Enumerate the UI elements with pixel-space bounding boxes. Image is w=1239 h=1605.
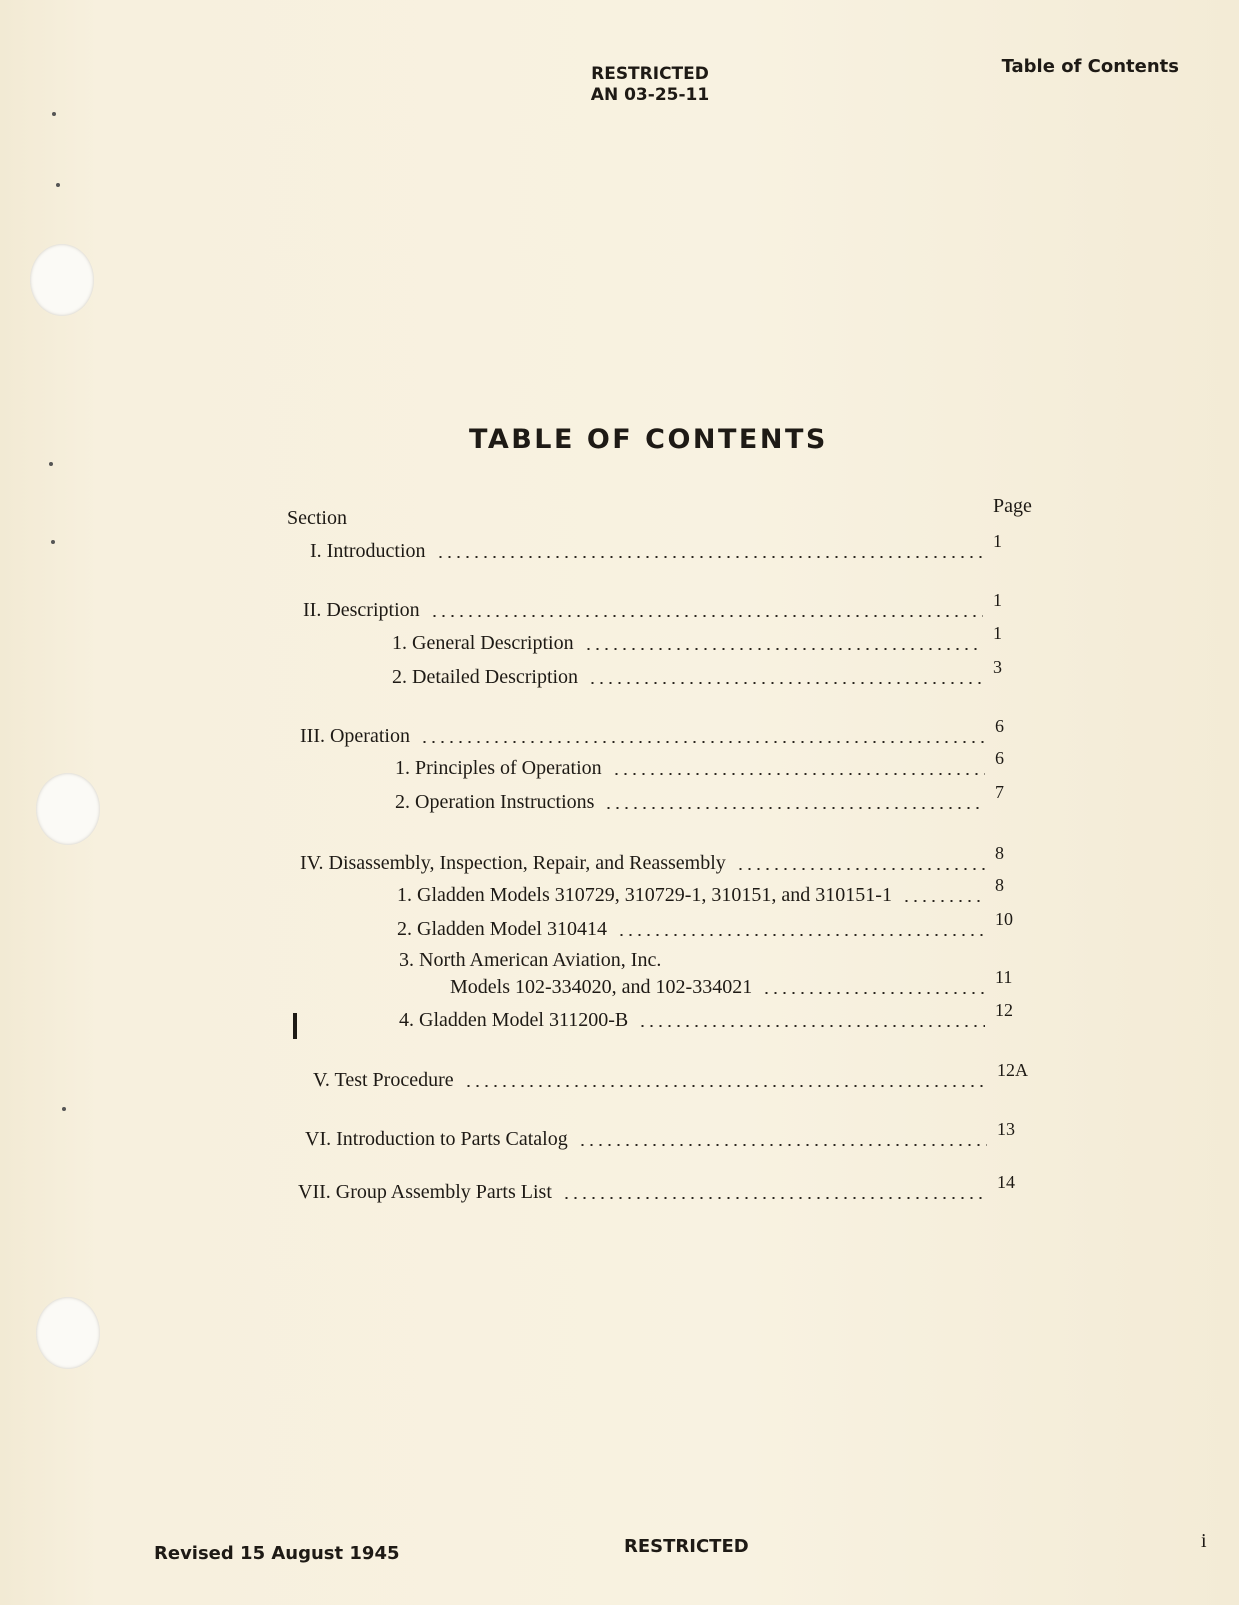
toc-subentry [392,623,1025,655]
footer-revised-date: Revised 15 August 1945 [154,1543,400,1564]
header-doc-number: AN 03-25-11 [590,85,710,105]
toc-entry-label: II. Description [303,599,420,621]
toc-entry-label: V. Test Procedure [313,1069,454,1091]
toc-entry-label: 2. Detailed Description [392,666,579,688]
toc-entry [298,1172,1029,1204]
toc-entry-page: 10 [995,909,1013,929]
dot-leader [436,556,983,558]
toc-entry-page: 7 [995,782,1004,802]
toc-subentry [397,875,1027,907]
toc-entry-page: 8 [995,875,1004,895]
toc-entry-page: 1 [993,623,1002,643]
footer-classification: RESTRICTED [624,1536,749,1557]
toc-entry [313,1060,1029,1092]
toc-entry-label: VII. Group Assembly Parts List [298,1181,552,1203]
paper-speck [51,540,55,544]
dot-leader [464,1085,987,1087]
page-column-header: Page [993,495,1032,517]
toc-entry-label: I. Introduction [310,540,426,562]
toc-entry-page: 12 [995,1000,1013,1020]
toc-entry-label: 2. Operation Instructions [395,791,595,813]
dot-leader [617,934,985,936]
dot-leader [562,1197,987,1199]
toc-entry [303,590,1025,622]
dot-leader [902,900,985,902]
dot-leader [588,682,983,684]
toc-entry-page: 6 [995,748,1004,768]
dot-leader [584,648,983,650]
toc-entry-label: 4. Gladden Model 311200-B [399,1009,629,1031]
toc-entry-page: 14 [997,1172,1015,1192]
toc-entry-label: 2. Gladden Model 310414 [397,918,607,940]
toc-entry-page: 13 [997,1119,1015,1139]
section-column-header: Section [287,507,347,529]
toc-entry-page: 11 [995,967,1013,987]
paper-speck [56,183,60,187]
toc-subentry [450,967,1027,999]
toc-entry-page: 8 [995,843,1004,863]
revision-change-bar [293,1013,297,1039]
dot-leader [612,773,985,775]
toc-entry [300,843,1027,875]
header-corner-title: Table of Contents [1001,56,1179,77]
toc-entry [305,1119,1029,1151]
toc-subentry [392,657,1025,689]
dot-leader [638,1025,985,1027]
dot-leader [604,807,985,809]
header-classification: RESTRICTED [591,64,709,84]
binder-hole [36,773,100,845]
header-block [560,64,740,106]
footer-page-number: i [1201,1530,1207,1552]
toc-entry-label: III. Operation [300,725,410,747]
toc-entry-label: 1. Principles of Operation [395,757,602,779]
toc-subentry [395,748,1027,780]
toc-entry-label: Models 102-334020, and 102-334021 [450,976,753,998]
toc-subentry-label: 3. North American Aviation, Inc. [399,949,662,971]
toc-entry-label: VI. Introduction to Parts Catalog [305,1128,568,1150]
toc-subentry [399,1000,1027,1032]
toc-entry-page: 6 [995,716,1004,736]
binder-hole [30,244,94,316]
paper-speck [49,462,53,466]
dot-leader [736,868,985,870]
toc-entry-label: 1. Gladden Models 310729, 310729-1, 310151, and 310151-1 [397,884,892,906]
dot-leader [430,615,983,617]
dot-leader [762,992,985,994]
paper-speck [52,112,56,116]
toc-subentry [397,909,1027,941]
binder-hole [36,1297,100,1369]
toc-entry-page: 12A [997,1060,1028,1080]
dot-leader [420,741,985,743]
toc-subentry [395,782,1027,814]
toc-entry-page: 1 [993,590,1002,610]
toc-entry [310,531,1025,563]
toc-entry-label: IV. Disassembly, Inspection, Repair, and Reassembly [300,852,726,874]
toc-entry [300,716,1027,748]
dot-leader [578,1144,987,1146]
page-title: TABLE OF CONTENTS [469,424,828,455]
toc-entry-label: 1. General Description [392,632,574,654]
paper-speck [62,1107,66,1111]
toc-entry-page: 3 [993,657,1002,677]
toc-entry-page: 1 [993,531,1002,551]
